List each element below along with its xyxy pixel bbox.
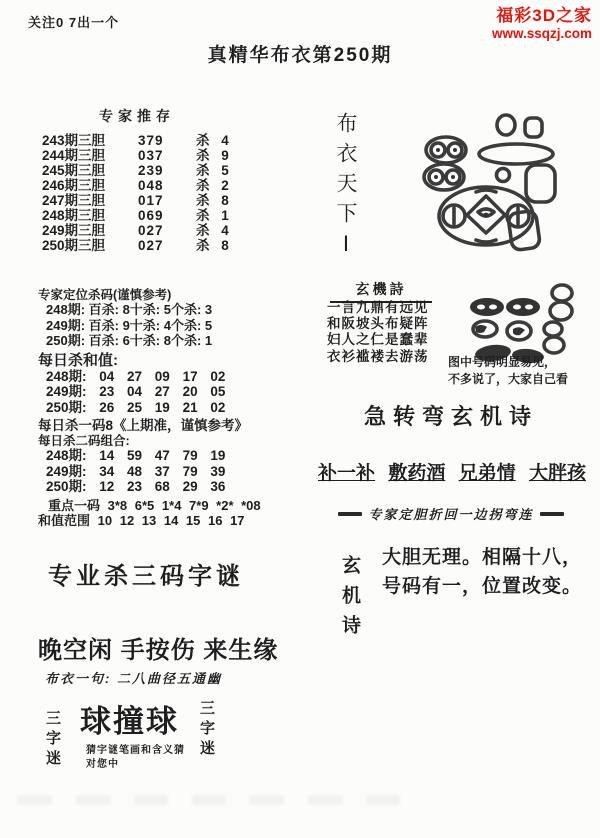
row-code: 037 (138, 148, 164, 163)
scan-ghost-artifact (18, 795, 418, 805)
row-kill: 杀 5 (196, 163, 233, 178)
xuanji-shi-text (382, 543, 582, 601)
row-code: 239 (138, 163, 164, 178)
sharp-turn-title: 急转弯玄机诗 (363, 404, 538, 429)
sharp-turn-word: 敷药酒 (388, 463, 446, 484)
expert-recommend-title: 专家推存 (99, 108, 175, 124)
table-row (42, 148, 302, 163)
row-kill: 杀 2 (196, 178, 233, 193)
row-kill: 杀 9 (196, 148, 233, 163)
page-title: 真精华布衣第250期 (207, 45, 393, 66)
position-kill-row: 249期: 百杀: 9十杀: 4个杀: 5 (46, 317, 213, 333)
sharp-turn-word: 兄弟情 (458, 463, 516, 484)
daily-kill-sum-row: 248期: 04 27 09 17 02 (46, 368, 226, 384)
right-rule (540, 512, 564, 516)
key-one-label: 重点一码 (48, 497, 101, 513)
position-kill-row: 248期: 百杀: 8十杀: 5个杀: 3 (46, 302, 213, 317)
row-kill: 杀 4 (196, 133, 233, 148)
row-code: 069 (138, 208, 164, 223)
site-logo-url: www.ssqzj.com (491, 25, 592, 41)
row-code: 027 (138, 223, 164, 238)
table-row (42, 178, 302, 193)
focus-note: 关注0 7出一个 (28, 15, 120, 30)
xuanji-shi-vertical-title: 玄机诗 (339, 555, 360, 645)
row-kill: 杀 1 (196, 208, 233, 223)
poem-line: 妇人之仁是蠢辈 (327, 332, 429, 348)
sharp-turn-word: 大胖孩 (528, 463, 586, 484)
site-logo (492, 6, 592, 41)
row-period: 243期三胆 (42, 133, 106, 148)
doodle-caption (448, 354, 568, 388)
three-word-note-line1: 猜字谜笔画和含义猜 (86, 745, 185, 756)
row-period: 245期三胆 (42, 163, 106, 178)
daily-kill-sum-title: 每日杀和值: (38, 351, 118, 369)
doodle-caption-line2: 不多说了，大家自己看 (448, 372, 569, 386)
table-row (42, 208, 302, 223)
key-one-line (38, 498, 306, 513)
table-row (42, 163, 302, 178)
row-kill: 杀 8 (196, 238, 233, 253)
left-rule (338, 512, 362, 516)
table-row (42, 193, 302, 208)
key-one-value: 3*8 6*5 1*4 7*9 *2* *08 (107, 497, 261, 513)
sharp-turn-word: 补一补 (318, 463, 376, 484)
daily-kill-one-line: 每日杀一码8《上期准，谨慎参考》 (38, 418, 249, 433)
poem-line: 和阪坡头布疑阵 (327, 316, 429, 332)
daily-kill-two-row: 248期: 14 59 47 79 19 (46, 448, 226, 463)
xuanji-poem-title: 玄機詩 (330, 279, 432, 303)
xuanji-poem (327, 300, 429, 365)
sharp-turn-footer (315, 504, 587, 523)
buyi-sentence: 布衣一句: 二八曲径五通幽 (45, 671, 222, 686)
buyi-doodle-graphic (412, 112, 567, 254)
position-kill-title: 专家定位杀码(谨慎参考) (38, 288, 172, 302)
row-period: 249期三胆 (42, 223, 106, 238)
three-word-answer: 球撞球 (80, 704, 179, 739)
daily-kill-two-row: 249期: 34 48 37 79 39 (46, 463, 226, 479)
expert-recommend-section (42, 106, 302, 253)
row-code: 017 (138, 193, 164, 208)
daily-kill-two-row: 250期: 12 23 68 29 36 (46, 479, 226, 494)
row-kill: 杀 4 (196, 223, 233, 238)
row-period: 250期三胆 (42, 238, 106, 253)
daily-kill-section (38, 288, 306, 528)
sharp-turn-words (313, 458, 591, 485)
kill-three-riddle-line: 晚空闲 手按伤 来生缘 (38, 637, 279, 664)
expert-recommend-rows (42, 133, 302, 253)
row-period: 246期三胆 (42, 178, 106, 193)
sum-range-value: 10 12 13 14 15 16 17 (97, 512, 245, 528)
table-row (42, 238, 302, 253)
xuanji-shi-line2: 号码有一，位置改变。 (382, 576, 583, 597)
row-code: 048 (138, 178, 164, 193)
three-word-note (86, 744, 185, 772)
row-code: 027 (138, 238, 164, 253)
position-kill-row: 250期: 百杀: 6十杀: 8个杀: 1 (46, 333, 213, 348)
xuanji-shi-line1: 大胆无理。相隔十八， (382, 547, 583, 568)
buyi-tianxia-vertical-title: 布衣天下Ⅰ (334, 112, 357, 265)
daily-kill-sum-row: 250期: 26 25 19 21 02 (46, 399, 226, 415)
table-row (42, 133, 302, 148)
poem-line: 一言九鼎有远见 (327, 300, 429, 315)
kill-three-riddle-title: 专业杀三码字谜 (48, 563, 244, 590)
row-period: 248期三胆 (42, 208, 106, 223)
three-word-label-right: 三字迷 (198, 700, 215, 760)
row-kill: 杀 8 (196, 193, 233, 208)
sharp-turn-footer-text: 专家定胆折回一边拐弯连 (368, 507, 534, 522)
row-period: 244期三胆 (42, 148, 106, 163)
daily-kill-two-title: 每日杀二码组合: (38, 434, 130, 448)
row-code: 379 (138, 133, 164, 148)
sum-range-label: 和值范围 (38, 512, 91, 528)
three-word-note-line2: 对您中 (86, 759, 119, 770)
row-period: 247期三胆 (42, 193, 106, 208)
sum-range-line (38, 513, 306, 528)
doodle-caption-line1: 图中号码明显易见， (448, 355, 557, 369)
daily-kill-sum-row: 249期: 23 04 27 20 05 (46, 384, 226, 399)
table-row (42, 223, 302, 238)
three-word-label-left: 三字迷 (44, 710, 61, 770)
site-logo-name: 福彩3D之家 (496, 6, 592, 25)
poem-line: 衣衫褴褛去游荡 (327, 348, 429, 364)
